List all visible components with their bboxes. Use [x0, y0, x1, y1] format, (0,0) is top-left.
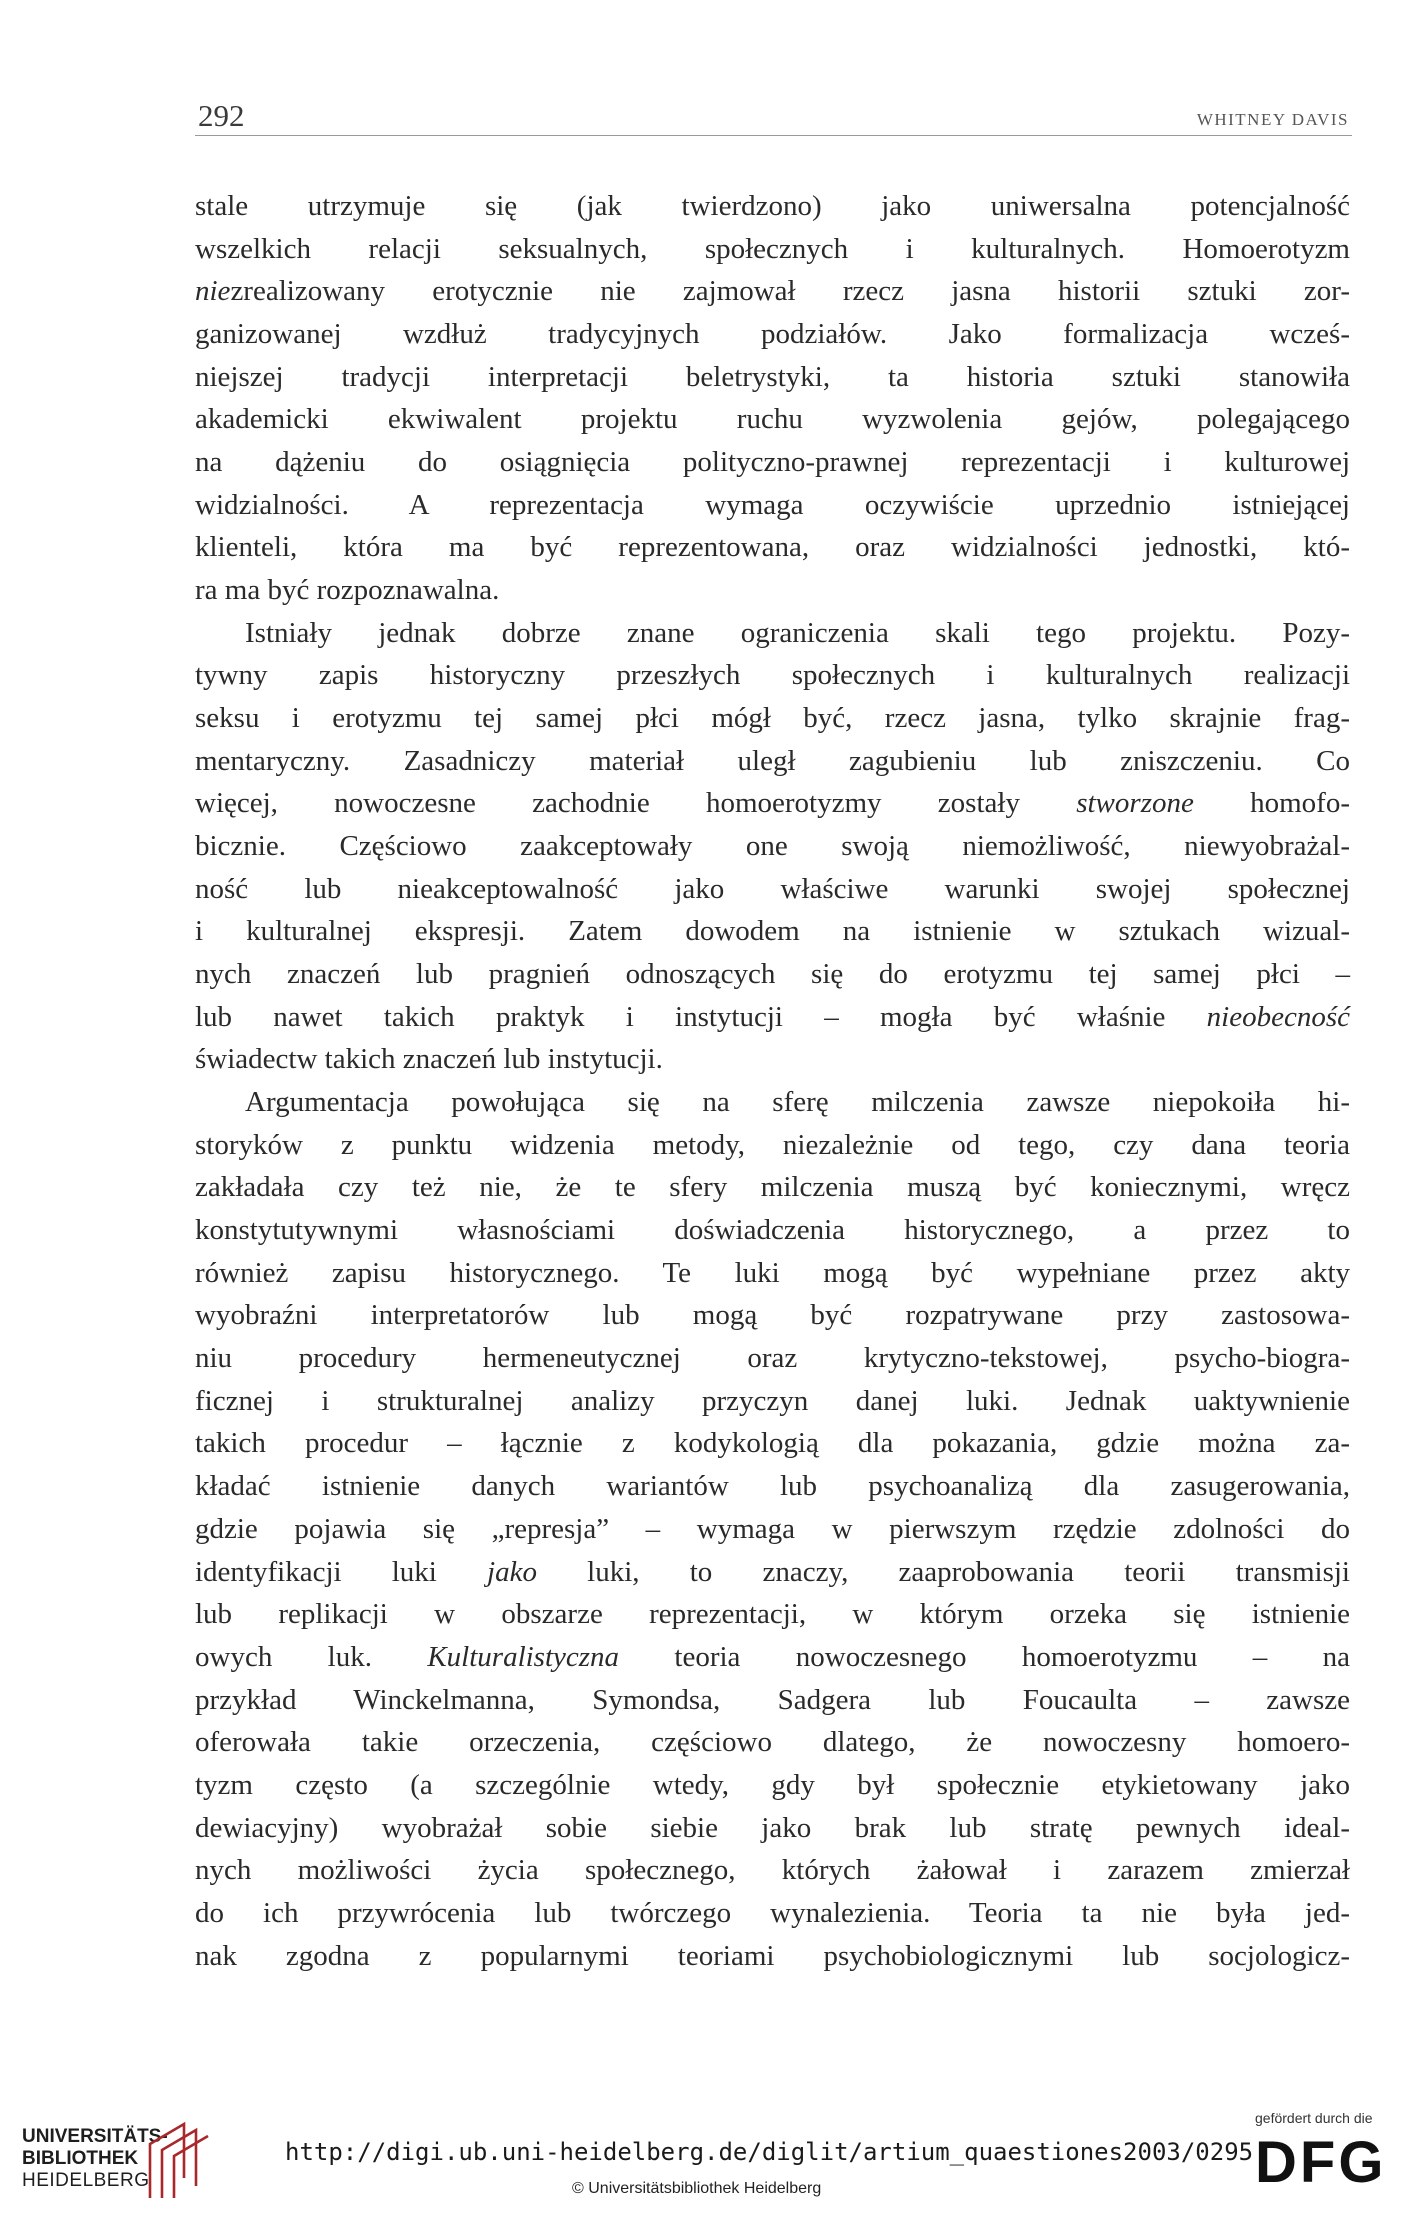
text-line: nych możliwości życia społecznego, których żałował i zarazem zmierzał [195, 1854, 1350, 1887]
text-line: zakładała czy też nie, że te sfery milczenia muszą być koniecznymi, wręcz [195, 1171, 1350, 1204]
text-segment: teoria nowoczesnego homoerotyzmu – na [619, 1640, 1350, 1673]
emphasis: nie [195, 275, 231, 308]
text-line: ra ma być rozpoznawalna. [195, 574, 500, 607]
emphasis: stworzone [1076, 787, 1194, 820]
library-emblem-icon [146, 2116, 210, 2200]
text-line: gdzie pojawia się „represja” – wymaga w pierwszym rzędzie zdolności do [195, 1512, 1350, 1545]
text-segment: więcej, nowoczesne zachodnie homoerotyzmy zostały [195, 787, 1077, 820]
text-line [195, 996, 1350, 1039]
text-line: na dążeniu do osiągnięcia polityczno-prawnej reprezentacji i kulturowej [195, 446, 1350, 479]
text-line [195, 270, 1350, 313]
text-line: oferowała takie orzeczenia, częściowo dlatego, że nowoczesny homoero- [195, 1726, 1350, 1759]
emphasis: nieobecność [1206, 1000, 1350, 1033]
text-line: Argumentacja powołująca się na sferę milczenia zawsze niepokoiła hi- [245, 1086, 1350, 1119]
text-line: seksu i erotyzmu tej samej płci mógł być, rzecz jasna, tylko skrajnie frag- [195, 702, 1350, 735]
text-line: akademicki ekwiwalent projektu ruchu wyzwolenia gejów, polegającego [195, 403, 1350, 436]
funder-caption: gefördert durch die [1255, 2110, 1373, 2126]
text-line: lub replikacji w obszarze reprezentacji, w którym orzeka się istnienie [195, 1598, 1350, 1631]
library-logo-line: HEIDELBERG [22, 2170, 150, 2191]
footer [0, 2090, 1414, 2218]
text-line: widzialności. A reprezentacja wymaga oczywiście uprzednio istniejącej [195, 488, 1350, 521]
text-line: tyzm często (a szczególnie wtedy, gdy był społecznie etykietowany jako [195, 1768, 1350, 1801]
header-rule [195, 135, 1352, 136]
body-text [195, 185, 1350, 1977]
text-line: kładać istnienie danych wariantów lub psychoanalizą dla zasugerowania, [195, 1470, 1350, 1503]
text-line: storyków z punktu widzenia metody, niezależnie od tego, czy dana teoria [195, 1128, 1350, 1161]
text-line: stale utrzymuje się (jak twierdzono) jako uniwersalna potencjalność [195, 190, 1350, 222]
text-line: niu procedury hermeneutycznej oraz krytyczno-tekstowej, psycho-biogra- [195, 1342, 1350, 1375]
text-line: również zapisu historycznego. Te luki mogą być wypełniane przez akty [195, 1256, 1350, 1289]
text-line: świadectw takich znaczeń lub instytucji. [195, 1043, 663, 1076]
text-line: bicznie. Częściowo zaakceptowały one swoją niemożliwość, niewyobrażal- [195, 830, 1350, 863]
emphasis: jako [487, 1555, 537, 1588]
text-segment: owych luk. [195, 1640, 428, 1673]
text-segment: homofo- [1193, 787, 1350, 820]
text-line: konstytutywnymi własnościami doświadczenia historycznego, a przez to [195, 1214, 1350, 1247]
text-line: do ich przywrócenia lub twórczego wynalezienia. Teoria ta nie była jed- [195, 1896, 1350, 1929]
text-segment: zrealizowany erotycznie nie zajmował rzecz jasna historii sztuki zor- [230, 275, 1350, 308]
library-logo-line: UNIVERSITÄTS- [22, 2126, 168, 2147]
text-segment: luki, to znaczy, zaaprobowania teorii transmisji [536, 1555, 1350, 1588]
copyright-notice: © Universitätsbibliothek Heidelberg [572, 2180, 822, 2197]
text-line: dewiacyjny) wyobrażał sobie siebie jako brak lub stratę pewnych ideal- [195, 1811, 1350, 1844]
text-line: mentaryczny. Zasadniczy materiał uległ zagubieniu lub zniszczeniu. Co [195, 744, 1350, 777]
emphasis: Kulturalistyczna [427, 1640, 620, 1673]
text-line: Istniały jednak dobrze znane ograniczenia skali tego projektu. Pozy- [245, 616, 1350, 649]
text-line: nych znaczeń lub pragnień odnoszących się do erotyzmu tej samej płci – [195, 958, 1350, 991]
text-line: i kulturalnej ekspresji. Zatem dowodem na istnienie w sztukach wizual- [195, 915, 1350, 948]
text-line: wszelkich relacji seksualnych, społecznych i kulturalnych. Homoerotyzm [195, 232, 1350, 265]
text-line: takich procedur – łącznie z kodykologią dla pokazania, gdzie można za- [195, 1427, 1350, 1460]
page-number: 292 [198, 98, 245, 133]
library-logo-line: BIBLIOTHEK [22, 2148, 139, 2169]
text-line: ganizowanej wzdłuż tradycyjnych podziałów. Jako formalizacja wcześ- [195, 318, 1350, 351]
text-line [195, 782, 1350, 825]
text-line [195, 1551, 1350, 1594]
text-line: klienteli, która ma być reprezentowana, oraz widzialności jednostki, któ- [195, 531, 1350, 564]
text-line: ficznej i strukturalnej analizy przyczyn danej luki. Jednak uaktywnienie [195, 1384, 1350, 1417]
text-line: przykład Winckelmanna, Symondsa, Sadgera lub Foucaulta – zawsze [195, 1683, 1350, 1716]
text-segment: identyfikacji luki [195, 1555, 488, 1588]
text-line: tywny zapis historyczny przeszłych społecznych i kulturalnych realizacji [195, 659, 1350, 692]
funder-logo: DFG [1255, 2130, 1387, 2195]
text-line [195, 1636, 1350, 1679]
text-segment: lub nawet takich praktyk i instytucji – mogła być właśnie [195, 1000, 1207, 1033]
text-line: ność lub nieakceptowalność jako właściwe warunki swojej społecznej [195, 872, 1350, 905]
running-head: WHITNEY DAVIS [1196, 110, 1349, 129]
text-line: wyobraźni interpretatorów lub mogą być rozpatrywane przy zastosowa- [195, 1299, 1350, 1332]
source-url-link[interactable]: http://digi.ub.uni-heidelberg.de/diglit/artium_quaestiones2003/0295 [285, 2138, 1254, 2166]
text-line: nak zgodna z popularnymi teoriami psychobiologicznymi lub socjologicz- [195, 1939, 1350, 1972]
text-line: niejszej tradycji interpretacji beletrystyki, ta historia sztuki stanowiła [195, 360, 1350, 393]
